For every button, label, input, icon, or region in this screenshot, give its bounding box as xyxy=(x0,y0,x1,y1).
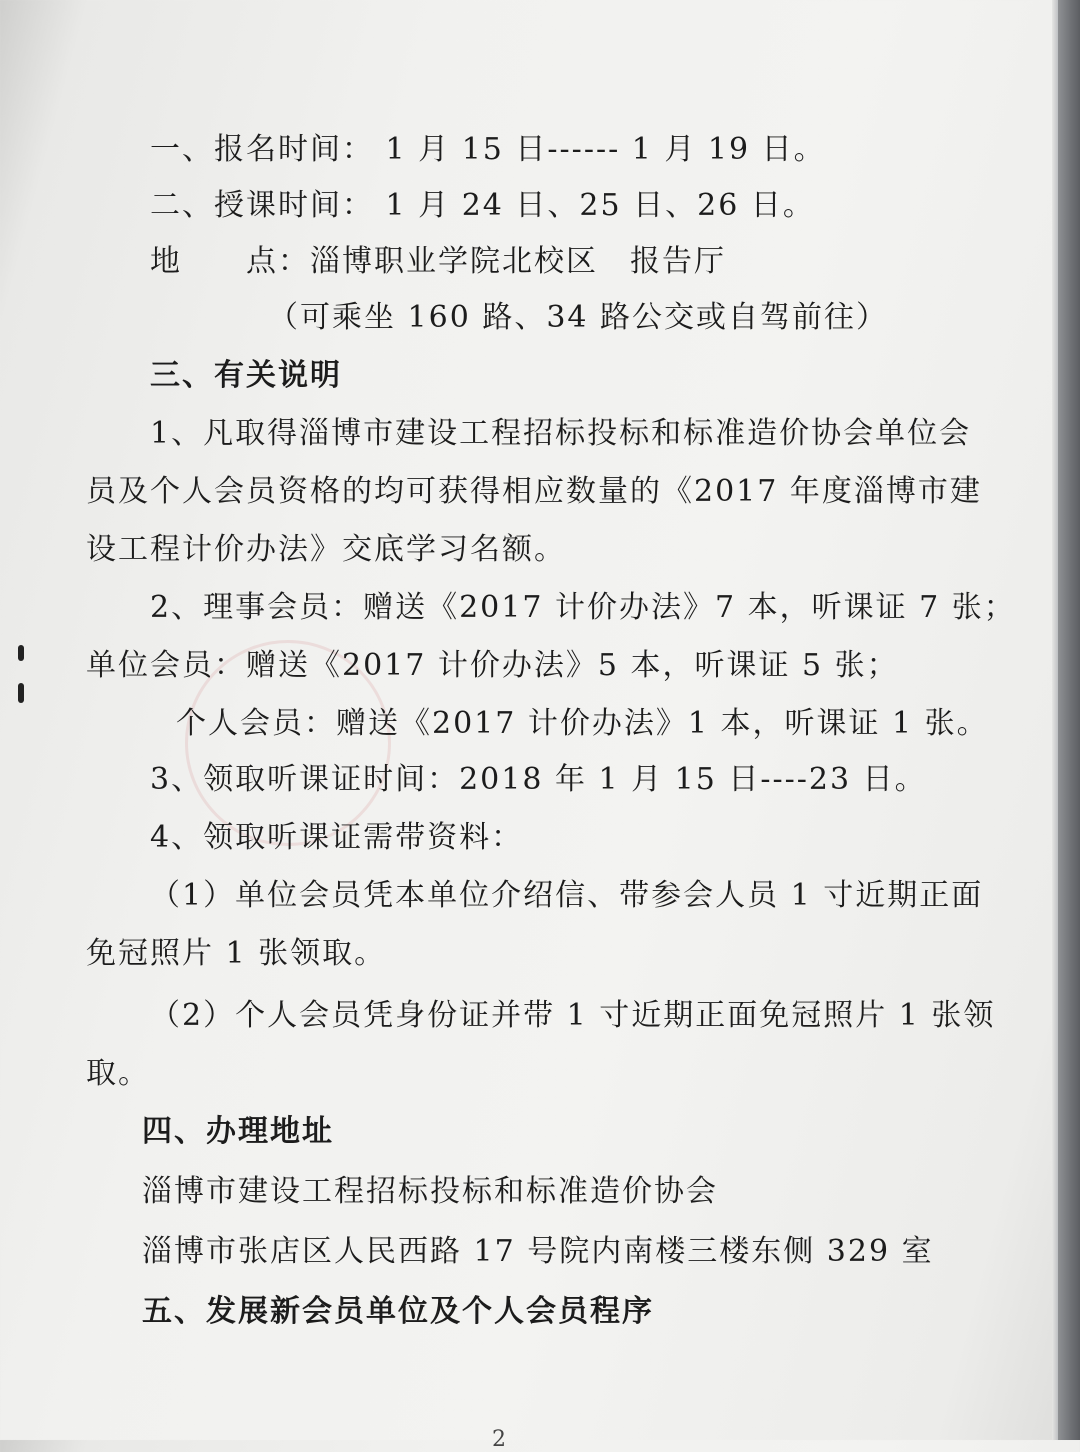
section-heading-address: 四、办理地址 xyxy=(142,1114,334,1149)
line-note1-part2: 员及个人会员资格的均可获得相应数量的《2017 年度淄博市建 xyxy=(86,474,982,509)
line-note4-item1-part2: 免冠照片 1 张领取。 xyxy=(86,936,387,971)
line-note1-part3: 设工程计价办法》交底学习名额。 xyxy=(86,532,566,567)
line-address-org: 淄博市建设工程招标投标和标准造价协会 xyxy=(142,1174,718,1209)
binding-mark-top xyxy=(18,645,24,661)
line-transport: （可乘坐 160 路、34 路公交或自驾前往） xyxy=(268,300,889,335)
line-note2-unit: 单位会员：赠送《2017 计价办法》5 本，听课证 5 张； xyxy=(86,648,899,683)
line-note3-pickup-time: 3、领取听课证时间：2018 年 1 月 15 日----23 日。 xyxy=(150,762,927,797)
page-edge-shadow xyxy=(1058,0,1080,1440)
section-heading-new-members: 五、发展新会员单位及个人会员程序 xyxy=(142,1294,654,1329)
line-class-time: 二、授课时间： 1 月 24 日、25 日、26 日。 xyxy=(150,188,815,223)
line-note2-individual: 个人会员：赠送《2017 计价办法》1 本，听课证 1 张。 xyxy=(176,706,989,741)
section-heading-notes: 三、有关说明 xyxy=(150,358,342,393)
line-note4-item2-part2: 取。 xyxy=(86,1056,150,1091)
binding-mark-bottom xyxy=(18,683,24,703)
line-note1-part1: 1、凡取得淄博市建设工程招标投标和标准造价协会单位会 xyxy=(150,416,972,451)
line-note4-item1-part1: （1）单位会员凭本单位介绍信、带参会人员 1 寸近期正面 xyxy=(150,878,984,913)
line-registration-time: 一、报名时间： 1 月 15 日------ 1 月 19 日。 xyxy=(150,132,826,167)
line-address-detail: 淄博市张店区人民西路 17 号院内南楼三楼东侧 329 室 xyxy=(142,1234,934,1269)
line-note4-materials: 4、领取听课证需带资料： xyxy=(150,820,524,855)
line-note4-item2-part1: （2）个人会员凭身份证并带 1 寸近期正面免冠照片 1 张领 xyxy=(150,998,996,1033)
line-note2-director: 2、理事会员：赠送《2017 计价办法》7 本，听课证 7 张； xyxy=(150,590,1016,625)
page-number: 2 xyxy=(492,1427,506,1452)
line-location: 地 点：淄博职业学院北校区 报告厅 xyxy=(150,244,726,279)
